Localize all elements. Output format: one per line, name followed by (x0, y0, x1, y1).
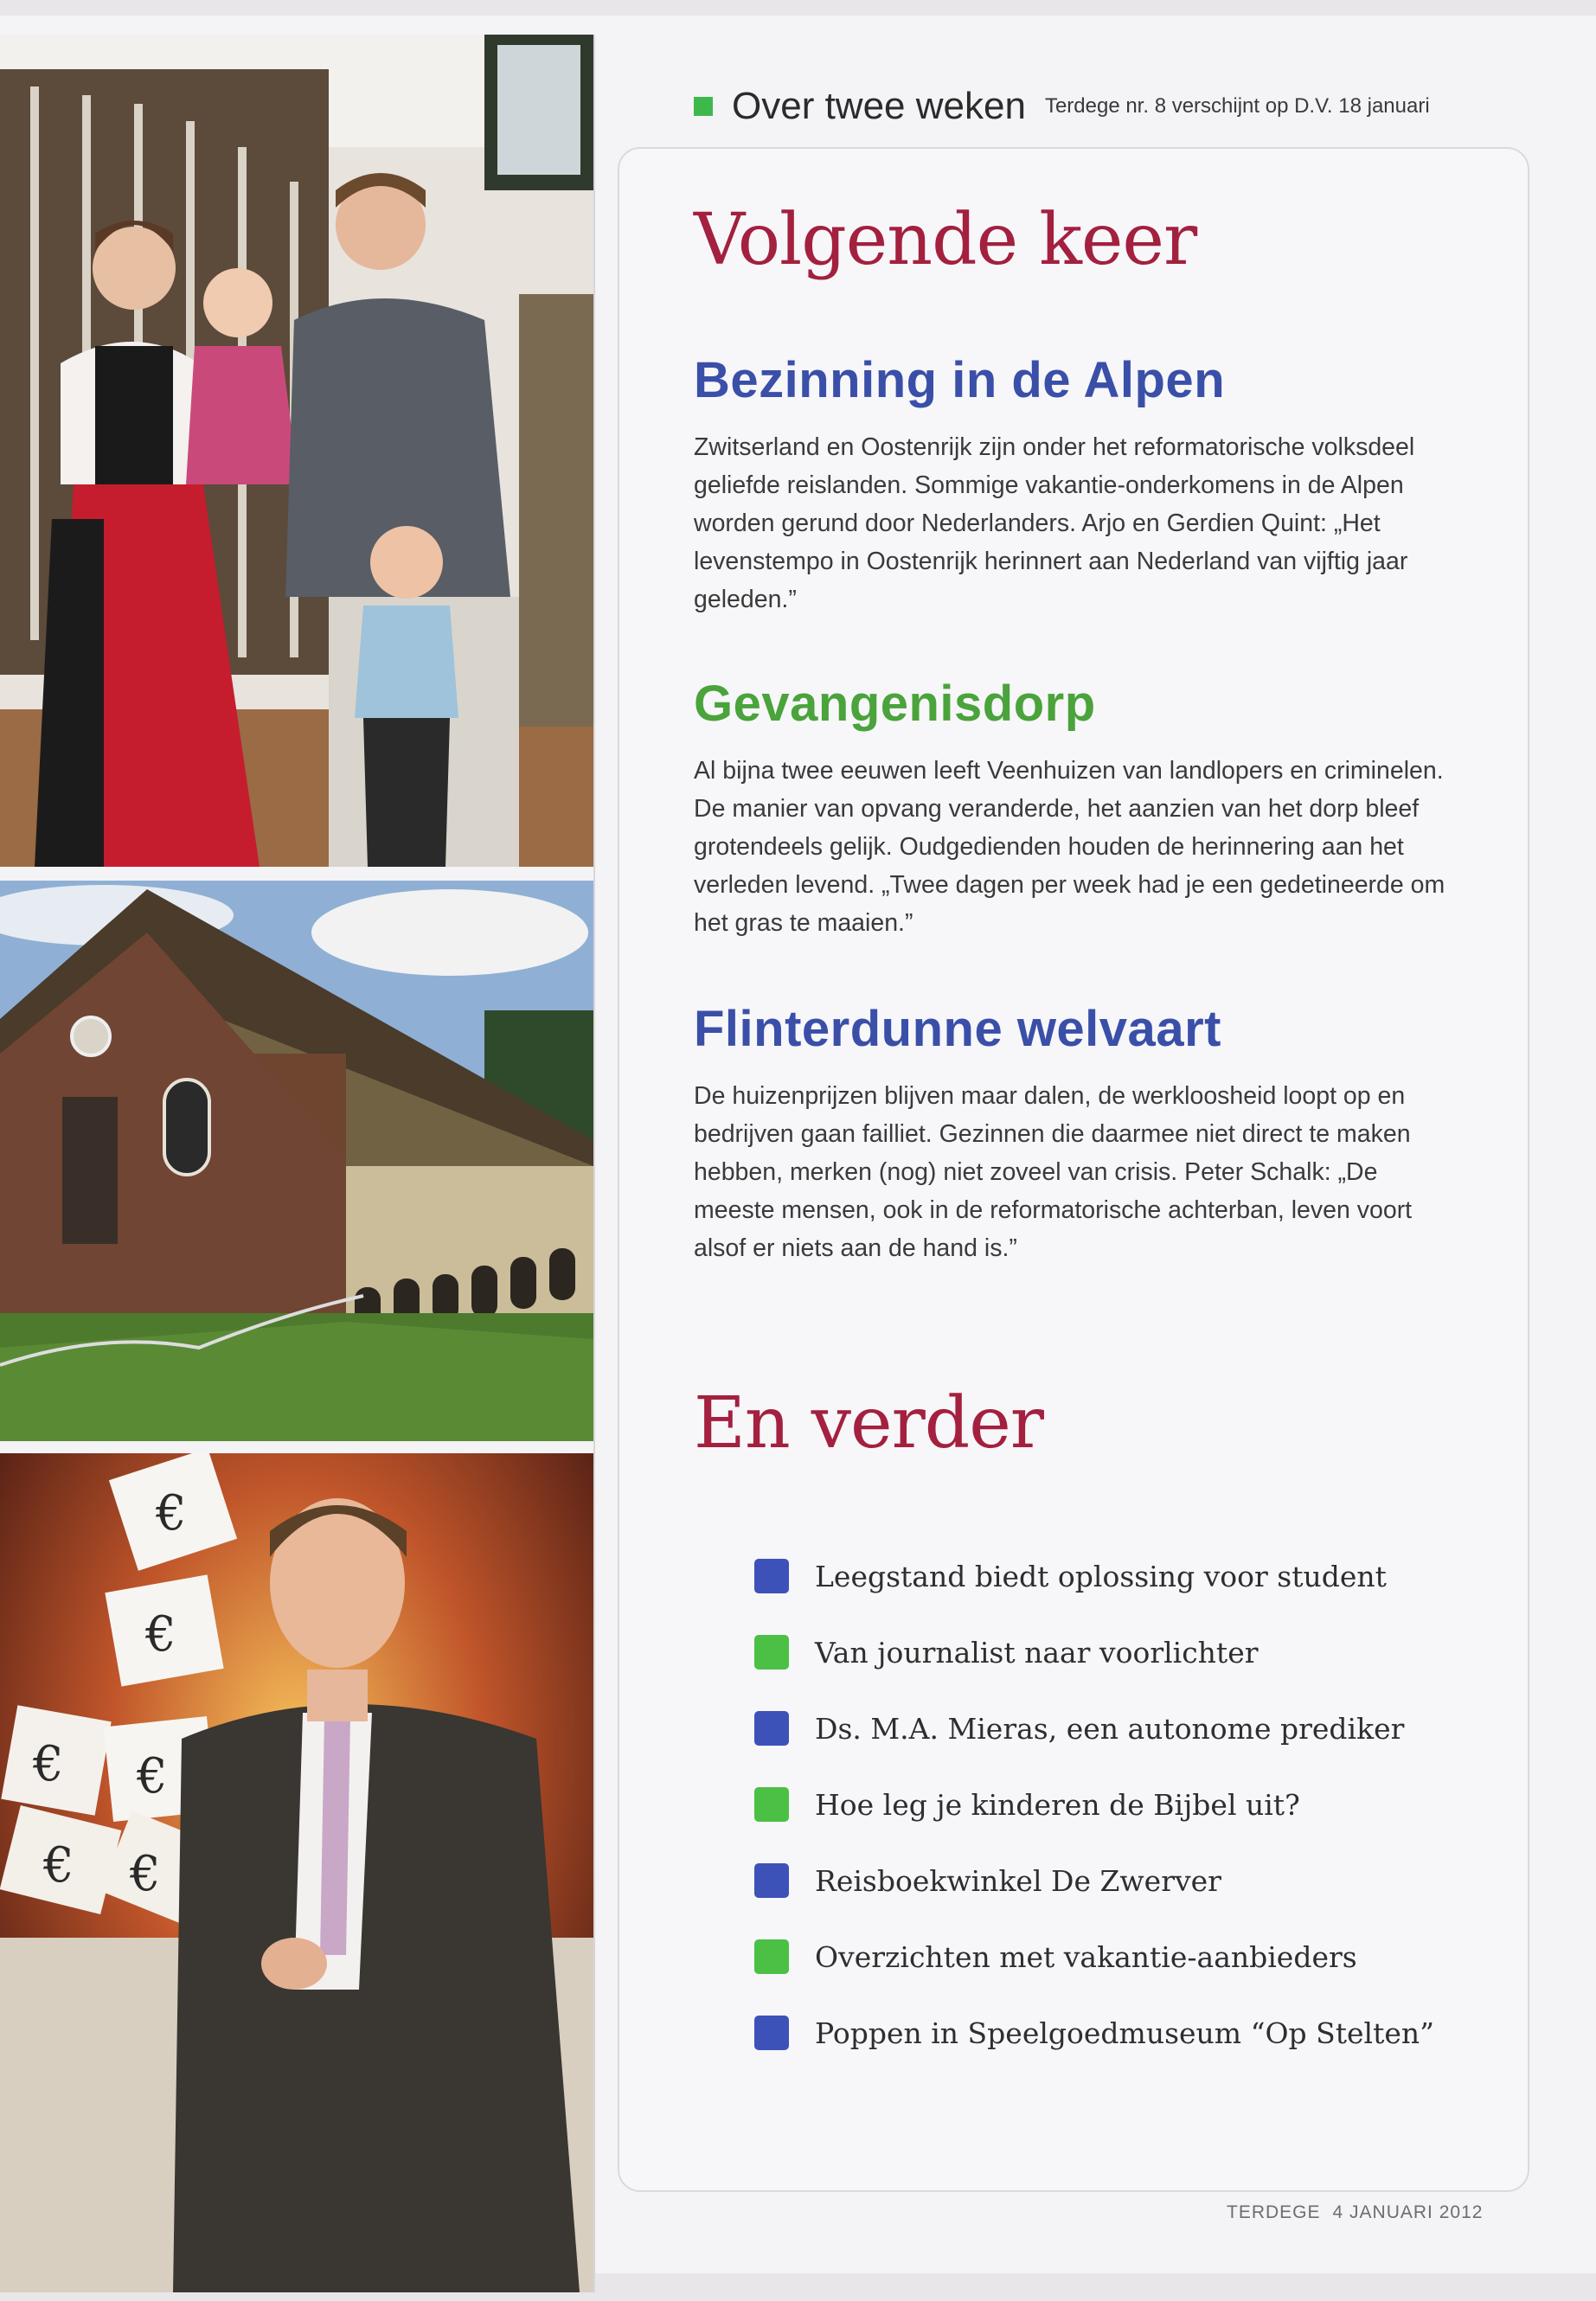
list-item (754, 1843, 1434, 1919)
euro-note-4: € (137, 1748, 168, 1804)
column-divider (593, 35, 595, 2292)
family-photo (0, 35, 593, 867)
article-preview (694, 1000, 1446, 1267)
list-item-label: Hoe leg je kinderen de Bijbel uit? (815, 1787, 1300, 1822)
article-title: Flinterdunne welvaart (694, 1001, 1221, 1057)
issue-date: 4 JANUARI 2012 (1332, 2202, 1484, 2222)
kicker-title: Over twee weken (732, 85, 1026, 127)
list-item-label: Ds. M.A. Mieras, een autonome prediker (815, 1711, 1405, 1746)
list-item-label: Reisboekwinkel De Zwerver (815, 1863, 1221, 1898)
euro-note-2: € (145, 1606, 176, 1663)
article-preview (694, 351, 1446, 619)
green-square-icon (754, 1787, 789, 1822)
list-item (754, 1614, 1434, 1690)
next-issue-heading: Volgende keer (694, 199, 1197, 281)
blue-square-icon (754, 1711, 789, 1746)
blue-square-icon (754, 1559, 789, 1593)
kicker-subtitle: Terdege nr. 8 verschijnt op D.V. 18 januari (1044, 94, 1430, 118)
article-title: Gevangenisdorp (694, 676, 1096, 732)
list-item (754, 1766, 1434, 1843)
magazine-name: TERDEGE (1227, 2202, 1321, 2222)
list-item-label: Leegstand biedt oplossing voor student (815, 1559, 1387, 1593)
kicker (694, 85, 1430, 128)
list-item (754, 1690, 1434, 1766)
businessman-photo (0, 1453, 593, 2292)
green-square-icon (694, 97, 713, 116)
list-item-label: Van journalist naar voorlichter (815, 1635, 1259, 1670)
article-body: De huizenprijzen blijven maar dalen, de werkloosheid loopt op en bedrijven gaan failliet. Gezinnen die daarmee niet direct te maken hebben, merken (nog) niet zoveel van crisis. Peter Schalk: „De meeste mensen, ook in de reformatorische achterban, leven voort alsof er niets aan de hand is.” (694, 1082, 1413, 1262)
euro-note-5: € (43, 1837, 74, 1894)
further-list (754, 1538, 1434, 2071)
euro-note-6: € (130, 1846, 161, 1902)
blue-square-icon (754, 1863, 789, 1898)
list-item (754, 1538, 1434, 1614)
green-square-icon (754, 1635, 789, 1670)
article-preview (694, 675, 1446, 942)
green-square-icon (754, 1939, 789, 1974)
magazine-page (0, 16, 1596, 2273)
list-item (754, 1995, 1434, 2071)
list-item-label: Poppen in Speelgoedmuseum “Op Stelten” (815, 2016, 1434, 2050)
article-body: Al bijna twee eeuwen leeft Veenhuizen van landlopers en criminelen. De manier van opvang veranderde, het aanzien van het dorp bleef grotendeels gelijk. Oudgedienden houden de herinnering aan het verleden levend. „Twee dagen per week had je een gedetineerde om het gras te maaien.” (694, 757, 1445, 937)
article-body: Zwitserland en Oostenrijk zijn onder het reformatorische volksdeel geliefde reislanden. Sommige vakantie-onderkomens in de Alpen worden gerund door Nederlanders. Arjo en Gerdien Quint: „Het levenstempo in Oostenrijk herinnert aan Nederland van vijftig jaar geleden.” (694, 433, 1415, 613)
building-photo (0, 881, 593, 1441)
article-title: Bezinning in de Alpen (694, 352, 1226, 408)
list-item-label: Overzichten met vakantie-aanbieders (815, 1939, 1357, 1974)
blue-square-icon (754, 2016, 789, 2050)
further-heading: En verder (694, 1382, 1044, 1465)
list-item (754, 1919, 1434, 1995)
euro-note-3: € (33, 1736, 64, 1792)
euro-note-1: € (156, 1485, 187, 1541)
page-footer (1227, 2202, 1495, 2223)
